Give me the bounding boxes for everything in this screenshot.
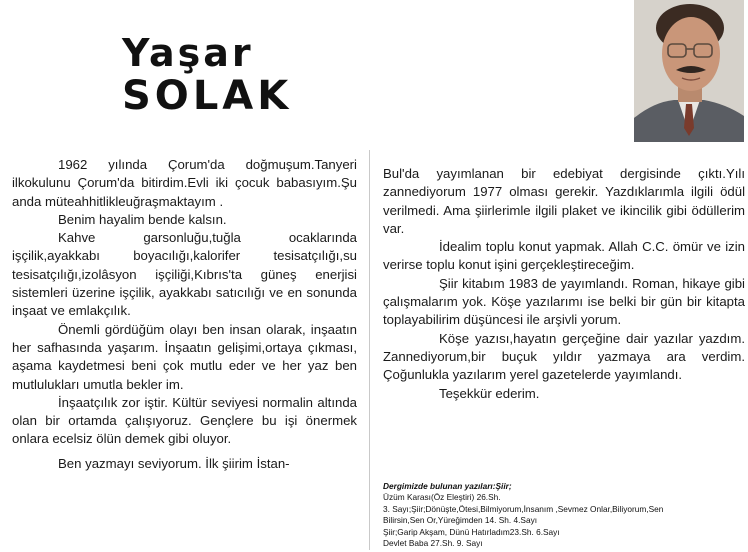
author-first-name: Yaşar: [122, 31, 254, 75]
footnote-line: Üzüm Karası(Öz Eleştiri) 26.Sh.: [383, 492, 501, 503]
biography-paragraph: 1962 yılında Çorum'da doğmuşum.Tanyeri ilkokulunu Çorum'da bitirdim.Evli iki çocuk babasıyım.Şu anda müteahhitlikleuğraşmaktayım .: [12, 157, 357, 209]
footnote-line: Şiir;Garip Akşam, Dünü Hatırladım23.Sh. 6.Sayı: [383, 526, 560, 537]
author-last-name: SOLAK: [122, 73, 293, 119]
footnote-title: Dergimizde bulunan yazıları:Şiir;: [383, 481, 512, 491]
biography-paragraph: Benim hayalim bende kalsın.: [58, 211, 227, 227]
footnote-line: Devlet Baba 27.Sh. 9. Sayı: [383, 538, 483, 549]
biography-right-column: [383, 165, 745, 403]
biography-paragraph: İnşaatçılık zor iştir. Kültür seviyesi normalin altında olan bir ortamda çalışıyoruz. Gençlere bu işi önermek onlara ecelsiz ölün demek gibi oluyor.: [12, 394, 357, 447]
biography-paragraph: Ben yazmayı seviyorum. İlk şiirim İstan-: [58, 455, 290, 471]
biography-paragraph: İdealim toplu konut yapmak. Allah C.C. ömür ve izin verirse toplu konut işini gerçekleştireceğim.: [383, 239, 745, 273]
biography-paragraph: Teşekkür ederim.: [439, 385, 540, 401]
biography-paragraph: Bul'da yayımlanan bir edebiyat dergisinde çıktı.Yılı zannediyorum 1977 olması gerekir. Yazdıklarımla ilgili ödül verilmedi. Ama şiirlerimle ilgili plaket ve ikincilik gibi ödüllerim var.: [383, 166, 745, 236]
biography-paragraph: Önemli gördüğüm olayı ben insan olarak, inşaatın her safhasında yaşarım. İnşaatın gelişimi,ortaya çıkması, aşama kaydetmesi beni çok mutlu eder ve her yaz ben mutlulukları umutla bekler im.: [12, 321, 357, 392]
footnote-line: 3. Sayı;Şiir;Dönüşte,Ötesi,Bilmiyorum,İnsanım ,Sevmez Onlar,Biliyorum,Sen: [383, 503, 664, 514]
biography-paragraph: Kahve garsonluğu,tuğla ocaklarında işçilik,ayakkabı boyacılığı,kalorifer tesisatçılığı,su tesisatçılığı,izolâsyon işçiliği,Kıbrıs'ta güneş enerjisi sistemleri üzerine işçilik, ayakkabı satıcılığı ve en sonunda inşaat ve emlakçılık.: [12, 230, 357, 319]
biography-paragraph: Köşe yazısı,hayatın gerçeğine dair yazılar yazdım. Zannediyorum,bir buçuk yıldır yazmaya ara verdim. Çoğunlukla yazılarım yerel gazetelerde yayımlandı.: [383, 330, 745, 383]
footnote-line: Bilirsin,Sen Or,Yüreğimden 14. Sh. 4.Sayı: [383, 515, 538, 526]
author-portrait: [634, 0, 744, 142]
biography-left-column: [12, 156, 357, 473]
portrait-image: [634, 0, 744, 142]
biography-paragraph: Şiir kitabım 1983 de yayımlandı. Roman, hikaye gibi çalışmalarım yok. Köşe yazılarımı ise belki bir gün bir kitapta toplayabilirim düşüncesi ile arşivli yorum.: [383, 275, 745, 328]
column-divider: [369, 150, 370, 550]
publications-footnote: [383, 481, 745, 549]
